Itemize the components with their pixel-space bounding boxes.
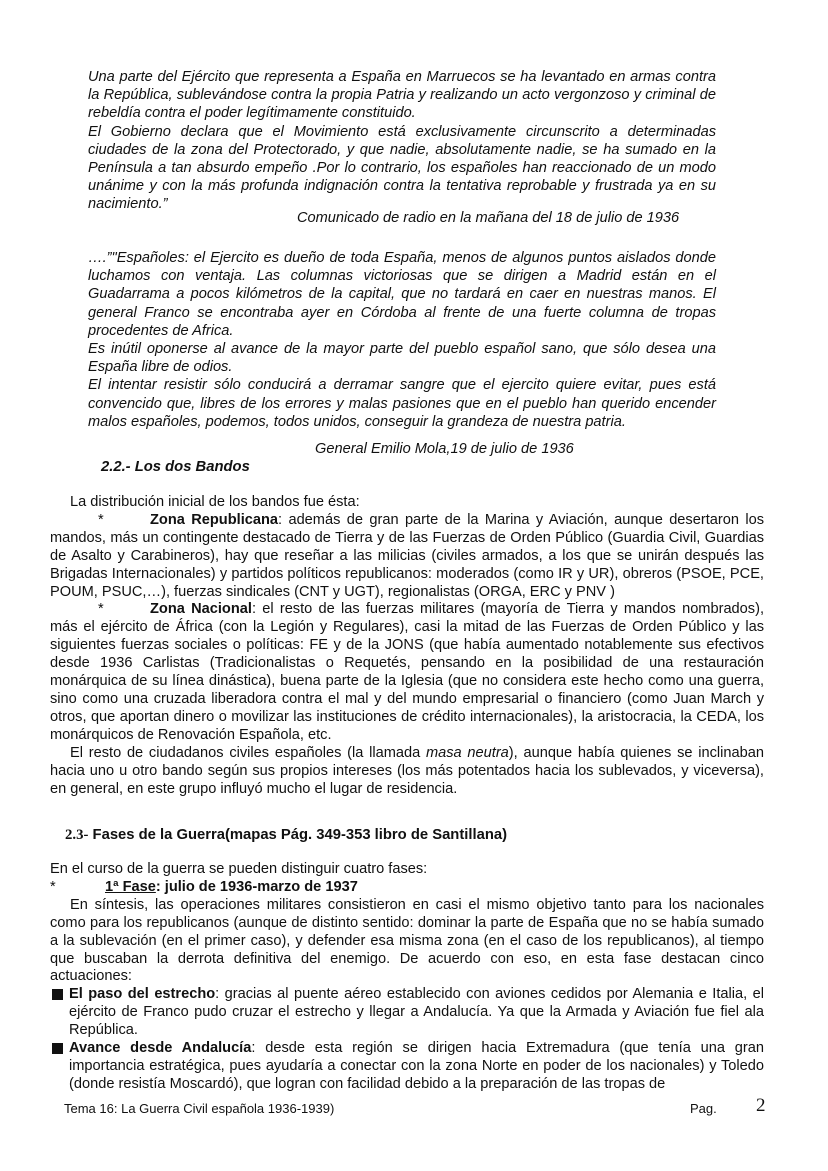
paragraph-text: ), aunque había quienes se inclinaban hacia uno u otro bando según sus propios intereses (los más potentados hacia los sublevados, y viceversa), en general, en este grupo influyó mucho el lugar de residencia. [50, 744, 764, 797]
bullet-text: : gracias al puente aéreo establecido con aviones cedidos por Alemania e Italia, el ejército de Franco pudo cruzar el estrecho y llegar a Andalucía. Ya que la Armada y Aviación fue fiel ala República. [69, 986, 765, 1039]
quote-paragraph: Una parte del Ejército que representa a España en Marruecos se ha levantado en armas contra la República, sublevándose contra la propia Patria y realizando un acto vergonzoso y criminal de rebeldía contra el poder legítimamente constituido. [88, 69, 716, 122]
bullet-item [50, 1040, 764, 1094]
section-intro: En el curso de la guerra se pueden distinguir cuatro fases: [50, 861, 428, 877]
quote-paragraph: El Gobierno declara que el Movimiento está exclusivamente circunscrito a determinadas ciudades de la zona del Protectorado, y que nadie, absolutamente nadie, se ha sumado en la Península a tan absurdo empeño .Por lo contrario, los españoles han reaccionado de un modo unánime y con la más profunda indignación contra la tentativa reprobable y frustrada ya en su nacimiento.” [88, 123, 716, 213]
quote-attribution: General Emilio Mola,19 de julio de 1936 [315, 441, 574, 457]
section-number: 2.3- [65, 827, 89, 843]
section-heading [65, 826, 507, 844]
zona-republicana-paragraph [50, 512, 764, 602]
square-bullet-icon [52, 989, 63, 1000]
footer-page-number: 2 [756, 1095, 766, 1116]
quote-paragraph: Es inútil oponerse al avance de la mayor parte del pueblo español sano, que sólo desea una España libre de odios. [88, 341, 716, 376]
zona-label: Zona Republicana [150, 511, 279, 528]
section-body [50, 494, 764, 798]
zona-text: : el resto de las fuerzas militares (mayoría de Tierra y mandos nombrados), más el ejército de África (con la Legión y Regulares), casi la mitad de las Fuerzas de Orden Público y las siguientes fuerzas sociales o políticas: FE y de la JONS (que había aumentado notablemente sus efectivos desde 1936 Carlistas (Tradicionalistas o Requetés, pensando en la posibilidad de una restauración monárquica de su línea dinástica), buena parte de la Iglesia (que no considera este hecho como una guerra, sino como una cruzada liberadora contra el mal y del mundo empresarial o financiero (como Juan March y otros, que aportan dinero o movilizar las instituciones de crédito internacionales), la aristocracia, la CEDA, los monárquicos de Renovación Española, etc. [50, 601, 764, 743]
zona-label: Zona Nacional [150, 601, 252, 618]
quote-paragraph: El intentar resistir sólo conducirá a derramar sangre que el ejercito quiere evitar, pues está convencido que, libres de los errores y malas pasiones que en el pueblo han querido encender malos españoles, podemos, todos unidos, conseguir la grandeza de nuestra patria. [88, 377, 716, 430]
section-heading: 2.2.- Los dos Bandos [101, 459, 250, 475]
quote-paragraph: ….”"Españoles: el Ejercito es dueño de toda España, menos de algunos puntos aislados donde luchamos con ventaja. Las columnas victoriosas que se dirigen a Madrid están en el Guadarrama a pocos kilómetros de la capital, que no tardará en caer en nuestras manos. El general Franco se encontraba ayer en Córdoba al frente de una fuerte columna de tropas procedentes de Africa. [88, 250, 716, 339]
bullet-label: El paso del estrecho [69, 986, 216, 1003]
phase-heading [50, 879, 764, 897]
asterisk-marker: * [98, 511, 104, 528]
resto-paragraph [50, 745, 764, 799]
bullet-item [50, 986, 764, 1040]
section-title: Fases de la Guerra(mapas Pág. 349-353 libro de Santillana) [88, 827, 508, 843]
quote-attribution: Comunicado de radio en la mañana del 18 de julio de 1936 [297, 210, 680, 226]
footer-page-label: Pag. [690, 1101, 717, 1116]
section-body [50, 861, 764, 1094]
zona-nacional-paragraph [50, 601, 764, 744]
section-intro: La distribución inicial de los bandos fue ésta: [70, 494, 360, 510]
footer-title: Tema 16: La Guerra Civil española 1936-1939) [64, 1101, 335, 1116]
quote-mola [88, 249, 716, 431]
emphasis: masa neutra [425, 744, 509, 761]
bullet-text: : desde esta región se dirigen hacia Extremadura (que tenía una gran importancia estratégica, pues ayudaría a conectar con la zona Norte en poder de los nacionales) y Toledo (donde resistía Moscardó), que logran con facilidad debido a la preparación de las tropas de [69, 1040, 764, 1092]
asterisk-marker: * [50, 878, 56, 895]
bullet-label: Avance desde Andalucía [69, 1040, 252, 1057]
paragraph-text: El resto de ciudadanos civiles españoles (la llamada [70, 744, 426, 761]
phase-label: 1ª Fase [105, 878, 156, 895]
asterisk-marker: * [98, 601, 104, 618]
phase-dates: : julio de 1936-marzo de 1937 [155, 878, 358, 895]
phase-paragraph: En síntesis, las operaciones militares consistieron en casi el mismo objetivo tanto para los nacionales como para los republicanos (aunque de distinto sentido: dominar la parte de España que no se había sumado a la sublevación (en el primer caso), y defender esa misma zona (en el caso de los republicanos), al tiempo que buscaban la derrota definitiva del enemigo. De acuerdo con eso, en esta fase destacan cinco actuaciones: [50, 896, 764, 985]
zona-text: : además de gran parte de la Marina y Aviación, aunque desertaron los mandos, más un contingente destacado de Tierra y de las Fuerzas de Orden Público (Guardia Civil, Guardias de Asalto y Carabineros), hay que reseñar a las milicias (civiles armados, a los que se unirán después las Brigadas Internacionales) y partidos políticos republicanos: moderados (como IR y UR), obreros (PSOE, PCE, POUM, PSUC,…), fuerzas sindicales (CNT y UGT), regionalistas (ORGA, ERC y PNV ) [50, 511, 764, 600]
quote-radio-communique [88, 68, 716, 214]
square-bullet-icon [52, 1043, 63, 1054]
